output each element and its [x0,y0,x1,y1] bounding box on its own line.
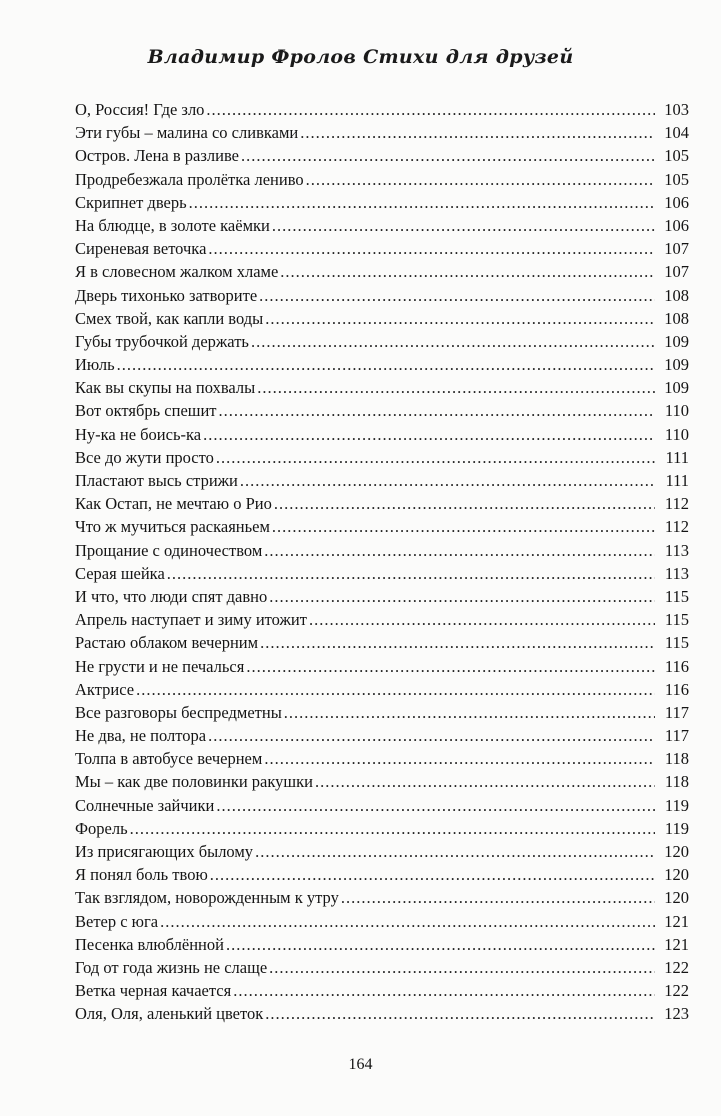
toc-entry [75,260,689,283]
toc-entry [75,237,689,260]
toc-entry-page: 121 [664,911,689,931]
table-of-contents [75,98,689,1026]
toc-dot-leader [265,307,655,330]
toc-entry-page: 115 [664,610,689,630]
toc-entry [75,678,689,701]
toc-dot-leader [274,492,655,515]
toc-entry-title: Все разговоры беспредметны [75,702,282,722]
toc-entry [75,724,689,747]
toc-entry-page: 110 [664,401,689,421]
toc-dot-leader [315,770,655,793]
toc-dot-leader [167,562,655,585]
toc-entry-title: Прощание с одиночеством [75,540,263,560]
toc-entry-title: Все до жути просто [75,447,214,467]
toc-entry-page: 111 [665,471,689,490]
toc-entry [75,701,689,724]
toc-entry [75,608,689,631]
toc-entry-page: 116 [664,679,689,699]
toc-entry [75,747,689,770]
toc-entry [75,956,689,979]
toc-entry [75,330,689,353]
toc-entry-title: Смех твой, как капли воды [75,308,264,328]
toc-dot-leader [219,399,655,422]
toc-dot-leader [240,469,655,492]
toc-dot-leader [257,376,655,399]
toc-entry-title: Как Остап, не мечтаю о Рио [75,494,272,514]
toc-dot-leader [206,98,655,121]
toc-dot-leader [309,608,655,631]
toc-entry-title: Растаю облаком вечерним [75,633,259,653]
toc-entry [75,539,689,562]
toc-entry-page: 122 [664,957,689,977]
toc-entry-page: 108 [664,308,689,328]
toc-entry-page: 109 [664,331,689,351]
toc-entry-title: Солнечные зайчики [75,795,215,815]
toc-entry [75,168,689,191]
toc-entry-page: 113 [664,540,689,560]
toc-dot-leader [269,956,655,979]
toc-entry [75,492,689,515]
toc-entry-title: Из присягающих былому [75,842,254,861]
toc-entry [75,979,689,1002]
toc-dot-leader [272,515,655,538]
toc-entry [75,910,689,933]
toc-entry-title: Не грусти и не печалься [75,656,245,676]
toc-entry-page: 119 [664,818,689,838]
toc-entry-title: Не два, не полтора [75,726,207,746]
toc-entry-page: 120 [664,842,689,861]
toc-entry-page: 104 [664,123,689,143]
toc-entry-page: 121 [664,934,689,954]
toc-dot-leader [208,724,655,747]
toc-entry-page: 106 [664,192,689,212]
toc-entry-title: Мы – как две половинки ракушки [75,772,313,792]
toc-dot-leader [259,284,655,307]
toc-entry-page: 115 [664,586,689,606]
toc-dot-leader [255,840,655,863]
page-number: 164 [348,1056,373,1073]
toc-entry-page: 105 [664,146,689,166]
toc-entry-page: 120 [664,865,689,885]
toc-entry-title: Ну-ка не боись-ка [75,424,202,444]
toc-dot-leader [280,260,655,283]
toc-entry-page: 106 [664,215,689,235]
toc-entry [75,840,689,863]
toc-entry [75,562,689,585]
toc-entry-title: Скрипнет дверь [75,192,187,212]
toc-entry-title: Сиреневая веточка [75,239,207,259]
toc-dot-leader [210,863,655,886]
toc-entry-title: О, Россия! Где зло [75,100,205,119]
toc-entry-page: 107 [664,262,689,282]
toc-entry-page: 111 [665,447,689,467]
toc-entry-title: Форель [75,818,128,838]
toc-entry-page: 117 [664,702,689,722]
toc-entry [75,631,689,654]
toc-entry-page: 119 [664,795,689,815]
toc-entry-page: 117 [664,726,689,746]
toc-entry [75,585,689,608]
toc-entry-page: 112 [664,494,689,514]
toc-entry-page: 116 [664,656,689,676]
toc-entry [75,446,689,469]
toc-entry-title: Губы трубочкой держать [75,331,249,351]
toc-entry-page: 103 [664,100,689,119]
toc-entry-title: И что, что люди спят давно [75,586,268,606]
toc-entry [75,469,689,492]
toc-dot-leader [264,747,655,770]
toc-entry [75,423,689,446]
toc-entry [75,121,689,144]
toc-dot-leader [306,168,655,191]
toc-dot-leader [246,655,655,678]
toc-entry-page: 109 [664,355,689,375]
toc-dot-leader [269,585,655,608]
toc-entry [75,1002,689,1025]
toc-entry-page: 113 [664,563,689,583]
toc-entry-title: Что ж мучиться раскаяньем [75,517,270,537]
toc-dot-leader [284,701,655,724]
toc-entry-page: 122 [664,981,689,1001]
toc-entry [75,191,689,214]
toc-dot-leader [208,237,655,260]
toc-dot-leader [341,886,655,909]
toc-entry [75,863,689,886]
toc-entry-page: 105 [664,169,689,189]
toc-dot-leader [130,817,655,840]
toc-dot-leader [226,933,655,956]
toc-entry [75,794,689,817]
toc-dot-leader [264,539,655,562]
toc-entry-page: 112 [664,517,689,537]
toc-entry-title: Так взглядом, новорожденным к утру [75,888,339,908]
toc-entry-title: Актрисе [75,679,135,699]
toc-entry-page: 118 [664,749,689,769]
toc-entry-title: Вот октябрь спешит [75,401,217,421]
toc-entry-title: Серая шейка [75,563,165,583]
toc-entry-title: Песенка влюблённой [75,934,224,954]
toc-entry [75,214,689,237]
toc-entry-title: Я понял боль твою [75,865,208,885]
toc-entry [75,817,689,840]
toc-entry-title: Ветер с юга [75,911,159,931]
toc-entry-title: Год от года жизнь не слаще [75,957,268,977]
toc-entry-page: 118 [664,772,689,792]
toc-entry [75,886,689,909]
toc-entry-title: Июль [75,355,115,375]
toc-entry-page: 123 [664,1004,689,1024]
toc-entry [75,376,689,399]
toc-entry-page: 109 [664,378,689,398]
toc-dot-leader [272,214,655,237]
toc-entry-title: Апрель наступает и зиму итожит [75,610,307,630]
toc-dot-leader [300,121,655,144]
toc-entry [75,284,689,307]
toc-entry-page: 110 [664,424,689,444]
toc-entry [75,98,689,121]
toc-entry [75,307,689,330]
toc-entry-title: Остров. Лена в разливе [75,146,239,166]
toc-entry [75,144,689,167]
toc-dot-leader [203,423,655,446]
toc-dot-leader [251,330,655,353]
toc-entry-title: Продребезжала пролётка лениво [75,169,304,189]
running-header: Владимир Фролов Стихи для друзей [147,46,574,68]
toc-entry-title: Дверь тихонько затворите [75,285,258,305]
toc-entry [75,353,689,376]
toc-dot-leader [241,144,655,167]
toc-dot-leader [136,678,655,701]
toc-dot-leader [216,794,655,817]
toc-entry-title: Пластают высь стрижи [75,471,238,490]
toc-dot-leader [189,191,655,214]
toc-entry-title: Как вы скупы на похвалы [75,378,256,398]
toc-entry-title: Оля, Оля, аленький цветок [75,1004,264,1024]
toc-entry-page: 115 [664,633,689,653]
toc-dot-leader [233,979,655,1002]
toc-entry [75,770,689,793]
toc-entry [75,655,689,678]
toc-entry-title: Толпа в автобусе вечернем [75,749,263,769]
toc-dot-leader [160,910,655,933]
toc-entry-title: Эти губы – малина со сливками [75,123,299,143]
toc-entry-title: На блюдце, в золоте каёмки [75,215,270,235]
toc-entry-title: Ветка черная качается [75,981,232,1001]
toc-entry-page: 108 [664,285,689,305]
toc-dot-leader [260,631,655,654]
toc-entry-page: 107 [664,239,689,259]
toc-entry-page: 120 [664,888,689,908]
toc-dot-leader [216,446,655,469]
toc-dot-leader [265,1002,655,1025]
toc-entry [75,399,689,422]
toc-entry [75,515,689,538]
toc-entry-title: Я в словесном жалком хламе [75,262,279,282]
toc-dot-leader [117,353,655,376]
toc-entry [75,933,689,956]
